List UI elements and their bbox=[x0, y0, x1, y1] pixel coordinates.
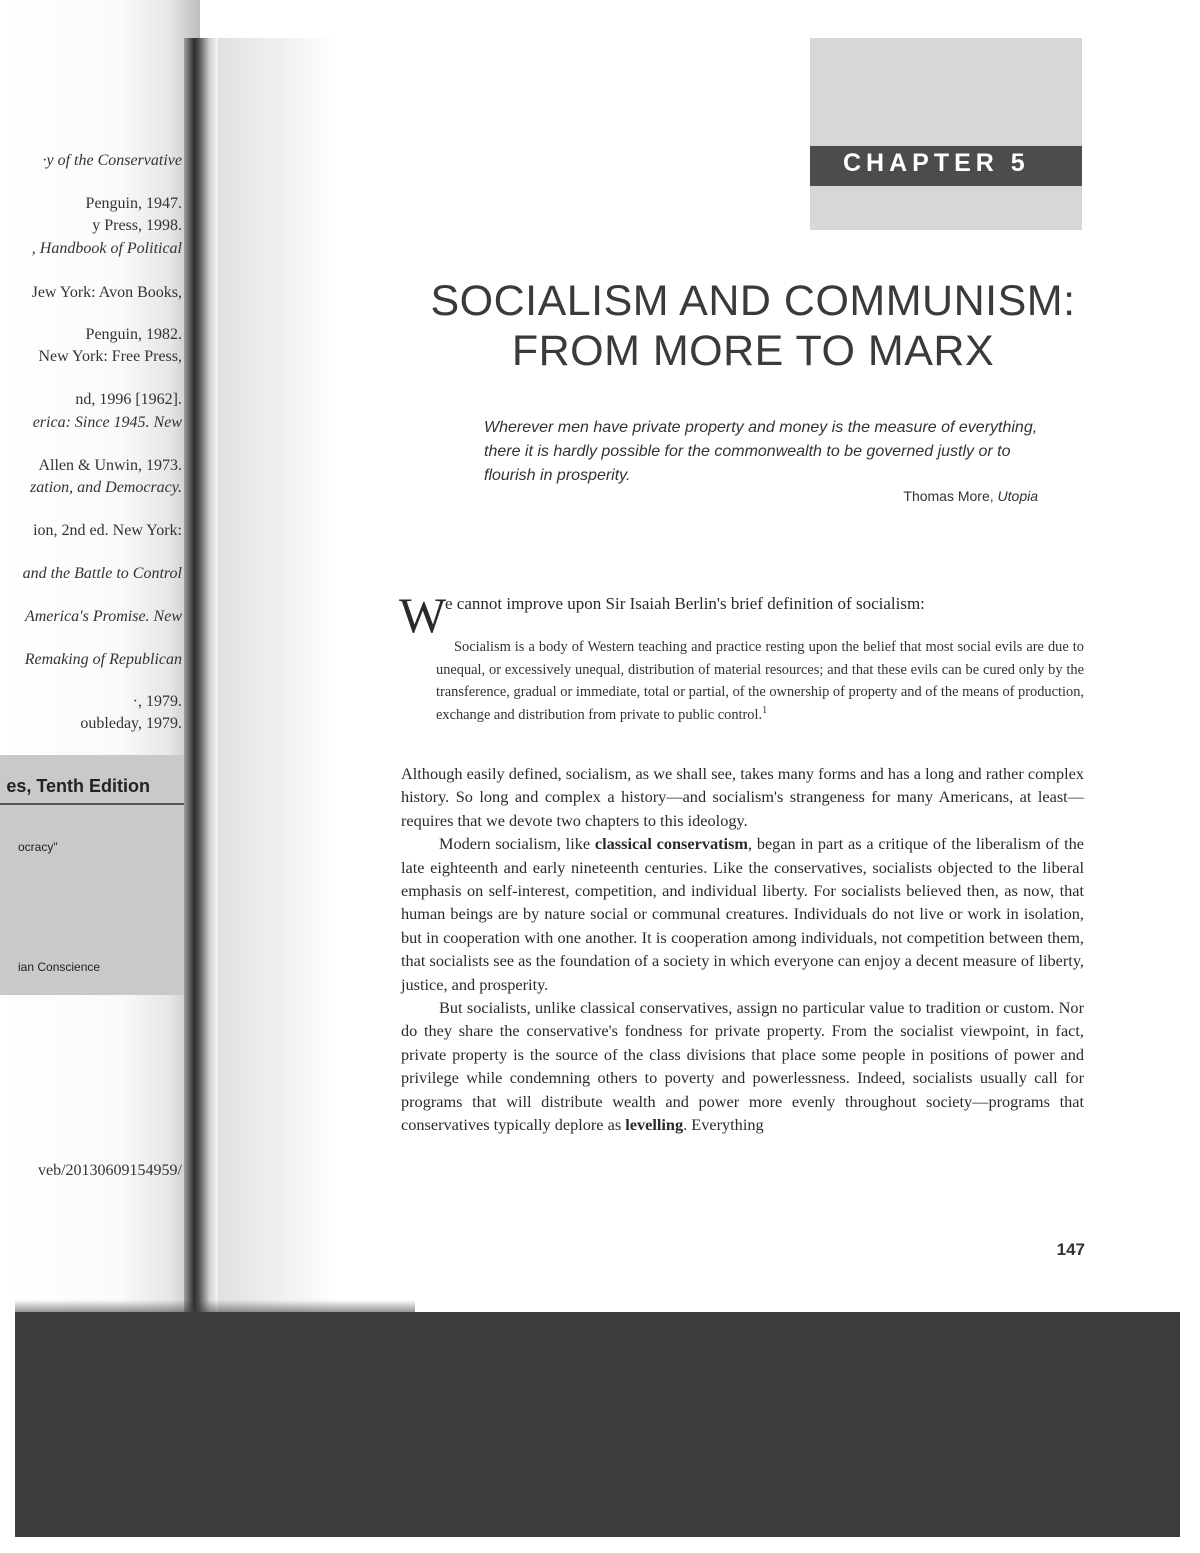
chapter-box bbox=[810, 38, 1082, 230]
epigraph-source bbox=[780, 488, 1038, 504]
left-page-line: Jew York: Avon Books, bbox=[31, 284, 182, 301]
chapter-label: CHAPTER 5 bbox=[843, 149, 1030, 177]
block-quote bbox=[436, 636, 1084, 726]
block-quote-text: Socialism is a body of Western teaching and practice resting upon the belief that most social evils are due to unequal, or excessively unequal, distribution of material resources; and that these evils can be cured only by the transference, gradual or immediate, total or partial, of the ownership of property and of the means of production, exchange and distribution from private to public control. bbox=[436, 639, 1084, 723]
left-page-line: ·, 1979. bbox=[132, 693, 182, 710]
left-page-line: y Press, 1998. bbox=[92, 217, 182, 234]
left-page-line: oubleday, 1979. bbox=[80, 715, 182, 732]
left-page-box-item: ocracy" bbox=[18, 840, 58, 854]
left-facing-page bbox=[0, 0, 200, 1320]
left-page-box-rule bbox=[0, 803, 184, 805]
key-term: classical conservatism bbox=[594, 834, 748, 854]
footnote-marker: 1 bbox=[762, 704, 768, 716]
paragraph-text: , began in part as a critique of the liberalism of the late eighteenth and early nineteenth centuries. Like the conservatives, socialists objected to the liberal emphasis on self-interest, competition, and individual liberty. For socialists believed then, as now, that human beings are by nature social or communal creatures. Individuals do not live or work in isolation, but in cooperation with one another. It is cooperation among individuals, not competition between them, that socialists see as the foundation of a society in which everyone can enjoy a decent measure of liberty, justice, and prosperity. bbox=[401, 834, 1084, 994]
left-page-line: America's Promise. New bbox=[24, 608, 182, 625]
left-page-line: ion, 2nd ed. New York: bbox=[33, 522, 182, 539]
page-number: 147 bbox=[1056, 1240, 1085, 1259]
chapter-title bbox=[388, 276, 1118, 376]
epigraph-author: Thomas More, bbox=[903, 488, 994, 504]
paragraph bbox=[401, 996, 1084, 1136]
gutter-shadow bbox=[218, 38, 338, 1323]
scan-dark-border bbox=[15, 1312, 1180, 1537]
left-page-line: erica: Since 1945. New bbox=[32, 414, 182, 431]
left-page-line: Allen & Unwin, 1973. bbox=[38, 457, 182, 474]
left-page-line: New York: Free Press, bbox=[38, 348, 182, 365]
drop-cap: W bbox=[399, 587, 447, 643]
intro-sentence: e cannot improve upon Sir Isaiah Berlin's brief definition of socialism: bbox=[445, 594, 925, 613]
paragraph bbox=[401, 832, 1084, 996]
left-page-box-item: ian Conscience bbox=[18, 960, 101, 974]
chapter-title-line-1: SOCIALISM AND COMMUNISM: bbox=[430, 277, 1076, 325]
paragraph-text: Modern socialism, like bbox=[439, 834, 595, 854]
paragraph: Although easily defined, socialism, as we shall see, takes many forms and has a long and rather complex history. So long and complex a history—and socialism's strangeness for many Americans, at least—requires that we devote two chapters to this ideology. bbox=[401, 764, 1084, 830]
book-gutter bbox=[184, 38, 218, 1323]
left-page-line: nd, 1996 [1962]. bbox=[75, 391, 182, 408]
left-page-line: and the Battle to Control bbox=[22, 565, 182, 582]
left-page-line: ·y of the Conservative bbox=[42, 152, 182, 169]
left-page-line: zation, and Democracy. bbox=[30, 479, 182, 496]
left-page-line: Remaking of Republican bbox=[24, 651, 182, 668]
paragraph-text: . Everything bbox=[683, 1115, 764, 1135]
left-page-line: Penguin, 1947. bbox=[85, 195, 182, 212]
paragraph-text: But socialists, unlike classical conservatives, assign no particular value to tradition or custom. Nor do they share the conservative's fondness for private property. From the socialist viewpoint, in fact, private property is the source of the class divisions that place some people in positions of power and privilege while condemning others to poverty and powerlessness. Indeed, socialists usually call for programs that will distribute wealth and power more evenly throughout society—programs that conservatives typically deplore as bbox=[401, 998, 1084, 1135]
epigraph-work: Utopia bbox=[997, 488, 1038, 504]
epigraph-quote: Wherever men have private property and money is the measure of everything, there it is hardly possible for the commonwealth to be governed justly or to flourish in prosperity. bbox=[484, 419, 1038, 484]
chapter-title-line-2: FROM MORE TO MARX bbox=[511, 327, 995, 375]
key-term: levelling bbox=[625, 1115, 684, 1135]
left-page-line: Penguin, 1982. bbox=[85, 326, 182, 343]
body-text bbox=[401, 762, 1084, 1137]
left-page-line: veb/20130609154959/ bbox=[38, 1162, 182, 1179]
left-page-box-title: es, Tenth Edition bbox=[6, 776, 150, 796]
left-page-line: , Handbook of Political bbox=[31, 240, 182, 257]
